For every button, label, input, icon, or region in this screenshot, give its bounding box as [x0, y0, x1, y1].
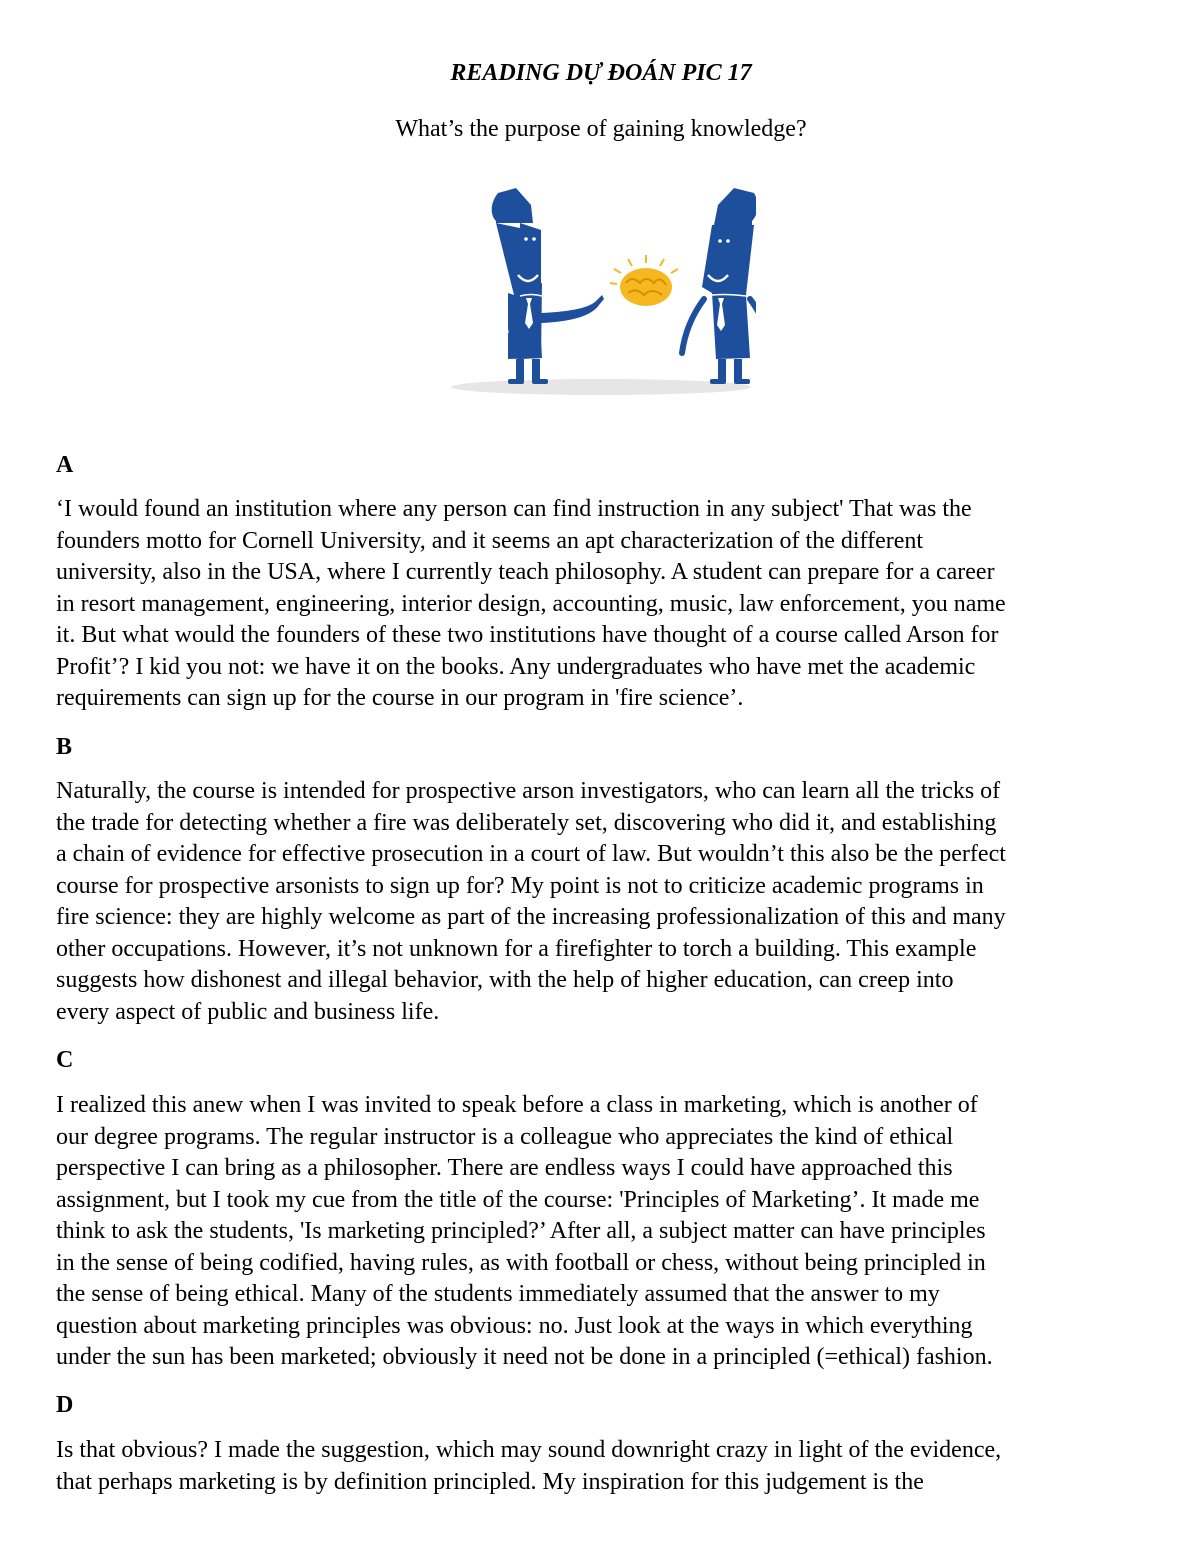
paragraph-line: that perhaps marketing is by definition principled. My inspiration for this judgement is the — [56, 1468, 924, 1495]
paragraph-line: course for prospective arsonists to sign up for? My point is not to criticize academic programs in — [56, 872, 984, 899]
brain-icon — [610, 255, 678, 306]
paragraph-line: I realized this anew when I was invited to speak before a class in marketing, which is another of — [56, 1092, 978, 1118]
paragraph-line: the trade for detecting whether a fire was deliberately set, discovering who did it, and establishing — [56, 809, 997, 836]
two-people-sharing-brain-illustration — [446, 183, 756, 398]
document-question: What’s the purpose of gaining knowledge? — [395, 116, 807, 142]
paragraph-line: every aspect of public and business life. — [56, 998, 440, 1025]
document-title: READING DỰ ĐOÁN PIC 17 — [450, 60, 752, 86]
paragraph-line: founders motto for Cornell University, and it seems an apt characterization of the different — [56, 527, 924, 554]
section-c-letter: C — [56, 1047, 74, 1073]
section-b-paragraph — [56, 776, 1146, 1028]
paragraph-line: think to ask the students, 'Is marketing principled?’ After all, a subject matter can have principles — [56, 1218, 986, 1244]
paragraph-line: question about marketing principles was obvious: no. Just look at the ways in which everything — [56, 1312, 973, 1339]
paragraph-line: fire science: they are highly welcome as part of the increasing professionalization of this and many — [56, 904, 1006, 930]
paragraph-line: Naturally, the course is intended for prospective arson investigators, who can learn all the tricks of — [56, 778, 1001, 804]
paragraph-line: Is that obvious? I made the suggestion, which may sound downright crazy in light of the evidence, — [56, 1437, 1002, 1463]
paragraph-line: assignment, but I took my cue from the title of the course: 'Principles of Marketing’. It made me — [56, 1186, 980, 1213]
paragraph-line: requirements can sign up for the course in our program in 'fire science’. — [56, 685, 744, 711]
paragraph-line: our degree programs. The regular instructor is a colleague who appreciates the kind of ethical — [56, 1123, 954, 1150]
paragraph-line: the sense of being ethical. Many of the students immediately assumed that the answer to my — [56, 1281, 940, 1307]
paragraph-line: perspective I can bring as a philosopher. There are endless ways I could have approached this — [56, 1155, 953, 1181]
left-person-figure — [492, 188, 604, 384]
paragraph-line: it. But what would the founders of these two institutions have thought of a course called Arson for — [56, 622, 999, 648]
paragraph-line: under the sun has been marketed; obviously it need not be done in a principled (=ethical) fashion. — [56, 1344, 993, 1370]
paragraph-line: in the sense of being codified, having rules, as with football or chess, without being principled in — [56, 1249, 986, 1276]
section-d-paragraph — [56, 1435, 1146, 1498]
section-a-paragraph — [56, 494, 1146, 715]
right-person-figure — [682, 188, 756, 384]
paragraph-line: other occupations. However, it’s not unknown for a firefighter to torch a building. This example — [56, 935, 977, 962]
ground-shadow — [451, 379, 751, 395]
section-a-letter: A — [56, 452, 74, 478]
paragraph-line: Profit’? I kid you not: we have it on the books. Any undergraduates who have met the academic — [56, 653, 976, 680]
paragraph-line: in resort management, engineering, interior design, accounting, music, law enforcement, you name — [56, 590, 1006, 617]
paragraph-line: a chain of evidence for effective prosecution in a court of law. But wouldn’t this also be the perfect — [56, 841, 1006, 867]
section-b-letter: B — [56, 734, 73, 760]
paragraph-line: university, also in the USA, where I currently teach philosophy. A student can prepare for a career — [56, 559, 995, 585]
section-d-letter: D — [56, 1392, 74, 1418]
paragraph-line: ‘I would found an institution where any person can find instruction in any subject' That was the — [56, 496, 972, 522]
section-c-paragraph — [56, 1090, 1146, 1374]
paragraph-line: suggests how dishonest and illegal behavior, with the help of higher education, can creep into — [56, 967, 954, 993]
